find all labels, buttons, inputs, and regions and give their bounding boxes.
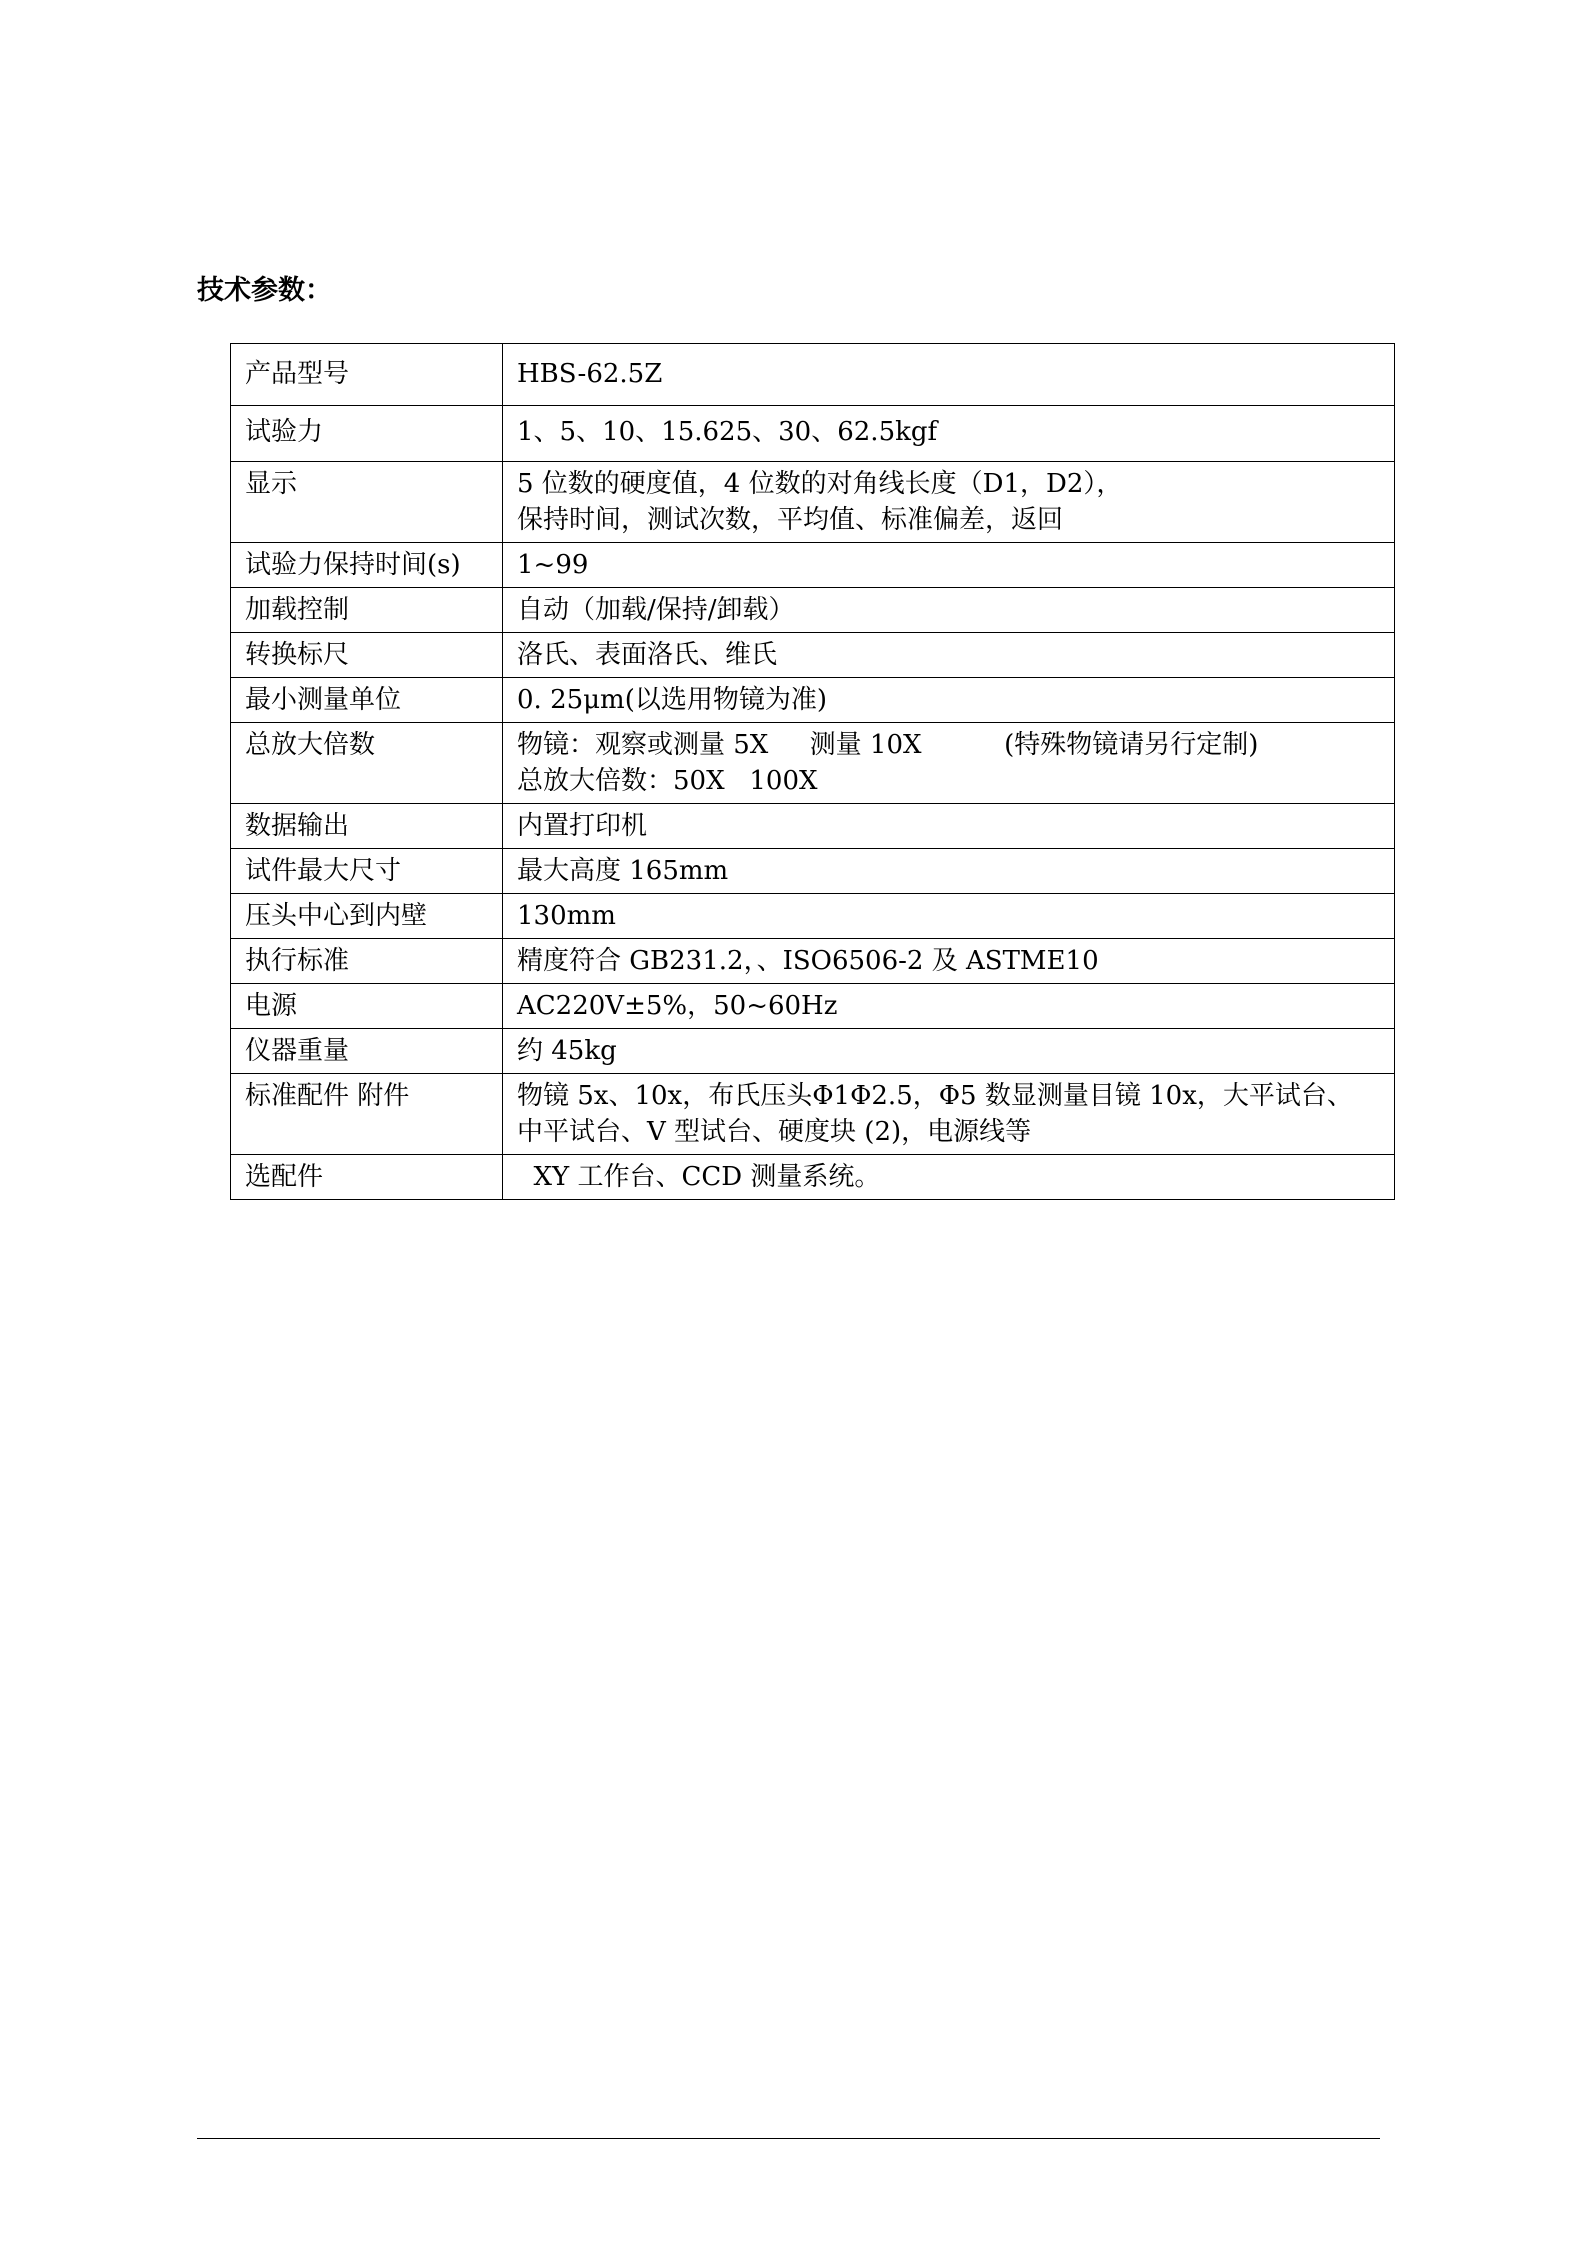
spec-value: 约 45kg [503, 1029, 1395, 1074]
spec-value: 5 位数的硬度值，4 位数的对角线长度（D1，D2）， 保持时间，测试次数，平均值、标准偏差，返回 [503, 462, 1395, 543]
spec-value: 1、5、10、15.625、30、62.5kgf [503, 406, 1395, 462]
spec-row [231, 406, 1395, 462]
section-heading: 技术参数： [197, 275, 332, 306]
spec-value: 1~99 [503, 543, 1395, 588]
spec-row [231, 344, 1395, 406]
spec-value: 0. 25μm(以选用物镜为准) [503, 678, 1395, 723]
spec-value: 内置打印机 [503, 804, 1395, 849]
spec-label: 电源 [231, 984, 503, 1029]
spec-row [231, 543, 1395, 588]
spec-label: 选配件 [231, 1155, 503, 1200]
spec-value: 自动（加载/保持/卸载） [503, 588, 1395, 633]
footer-divider [197, 2138, 1380, 2139]
spec-row [231, 849, 1395, 894]
spec-value: 精度符合 GB231.2，、ISO6506-2 及 ASTME10 [503, 939, 1395, 984]
spec-value: 130mm [503, 894, 1395, 939]
spec-label: 试验力保持时间(s) [231, 543, 503, 588]
spec-row [231, 984, 1395, 1029]
spec-row [231, 894, 1395, 939]
spec-value: 物镜 5x、10x，布氏压头Φ1Φ2.5，Φ5 数显测量目镜 10x，大平试台、 中平试台、V 型试台、硬度块 (2)，电源线等 [503, 1074, 1395, 1155]
spec-row [231, 723, 1395, 804]
spec-label: 最小测量单位 [231, 678, 503, 723]
spec-label: 转换标尺 [231, 633, 503, 678]
spec-label: 仪器重量 [231, 1029, 503, 1074]
spec-label: 试件最大尺寸 [231, 849, 503, 894]
spec-table [230, 343, 1395, 1200]
spec-label: 加载控制 [231, 588, 503, 633]
spec-row [231, 1155, 1395, 1200]
spec-label: 执行标准 [231, 939, 503, 984]
spec-label: 数据输出 [231, 804, 503, 849]
spec-table-body [231, 344, 1395, 1200]
spec-value: 物镜：观察或测量 5X 测量 10X (特殊物镜请另行定制) 总放大倍数：50X 100X [503, 723, 1395, 804]
spec-row [231, 1074, 1395, 1155]
spec-row [231, 1029, 1395, 1074]
spec-value: AC220V±5%，50~60Hz [503, 984, 1395, 1029]
spec-row [231, 633, 1395, 678]
spec-value: 洛氏、表面洛氏、维氏 [503, 633, 1395, 678]
spec-label: 总放大倍数 [231, 723, 503, 804]
spec-row [231, 939, 1395, 984]
spec-label: 压头中心到内壁 [231, 894, 503, 939]
spec-row [231, 804, 1395, 849]
spec-label: 试验力 [231, 406, 503, 462]
spec-label: 标准配件 附件 [231, 1074, 503, 1155]
spec-label: 产品型号 [231, 344, 503, 406]
spec-label: 显示 [231, 462, 503, 543]
spec-value: XY 工作台、CCD 测量系统。 [503, 1155, 1395, 1200]
spec-row [231, 678, 1395, 723]
spec-row [231, 588, 1395, 633]
spec-value: HBS-62.5Z [503, 344, 1395, 406]
spec-value: 最大高度 165mm [503, 849, 1395, 894]
spec-row [231, 462, 1395, 543]
